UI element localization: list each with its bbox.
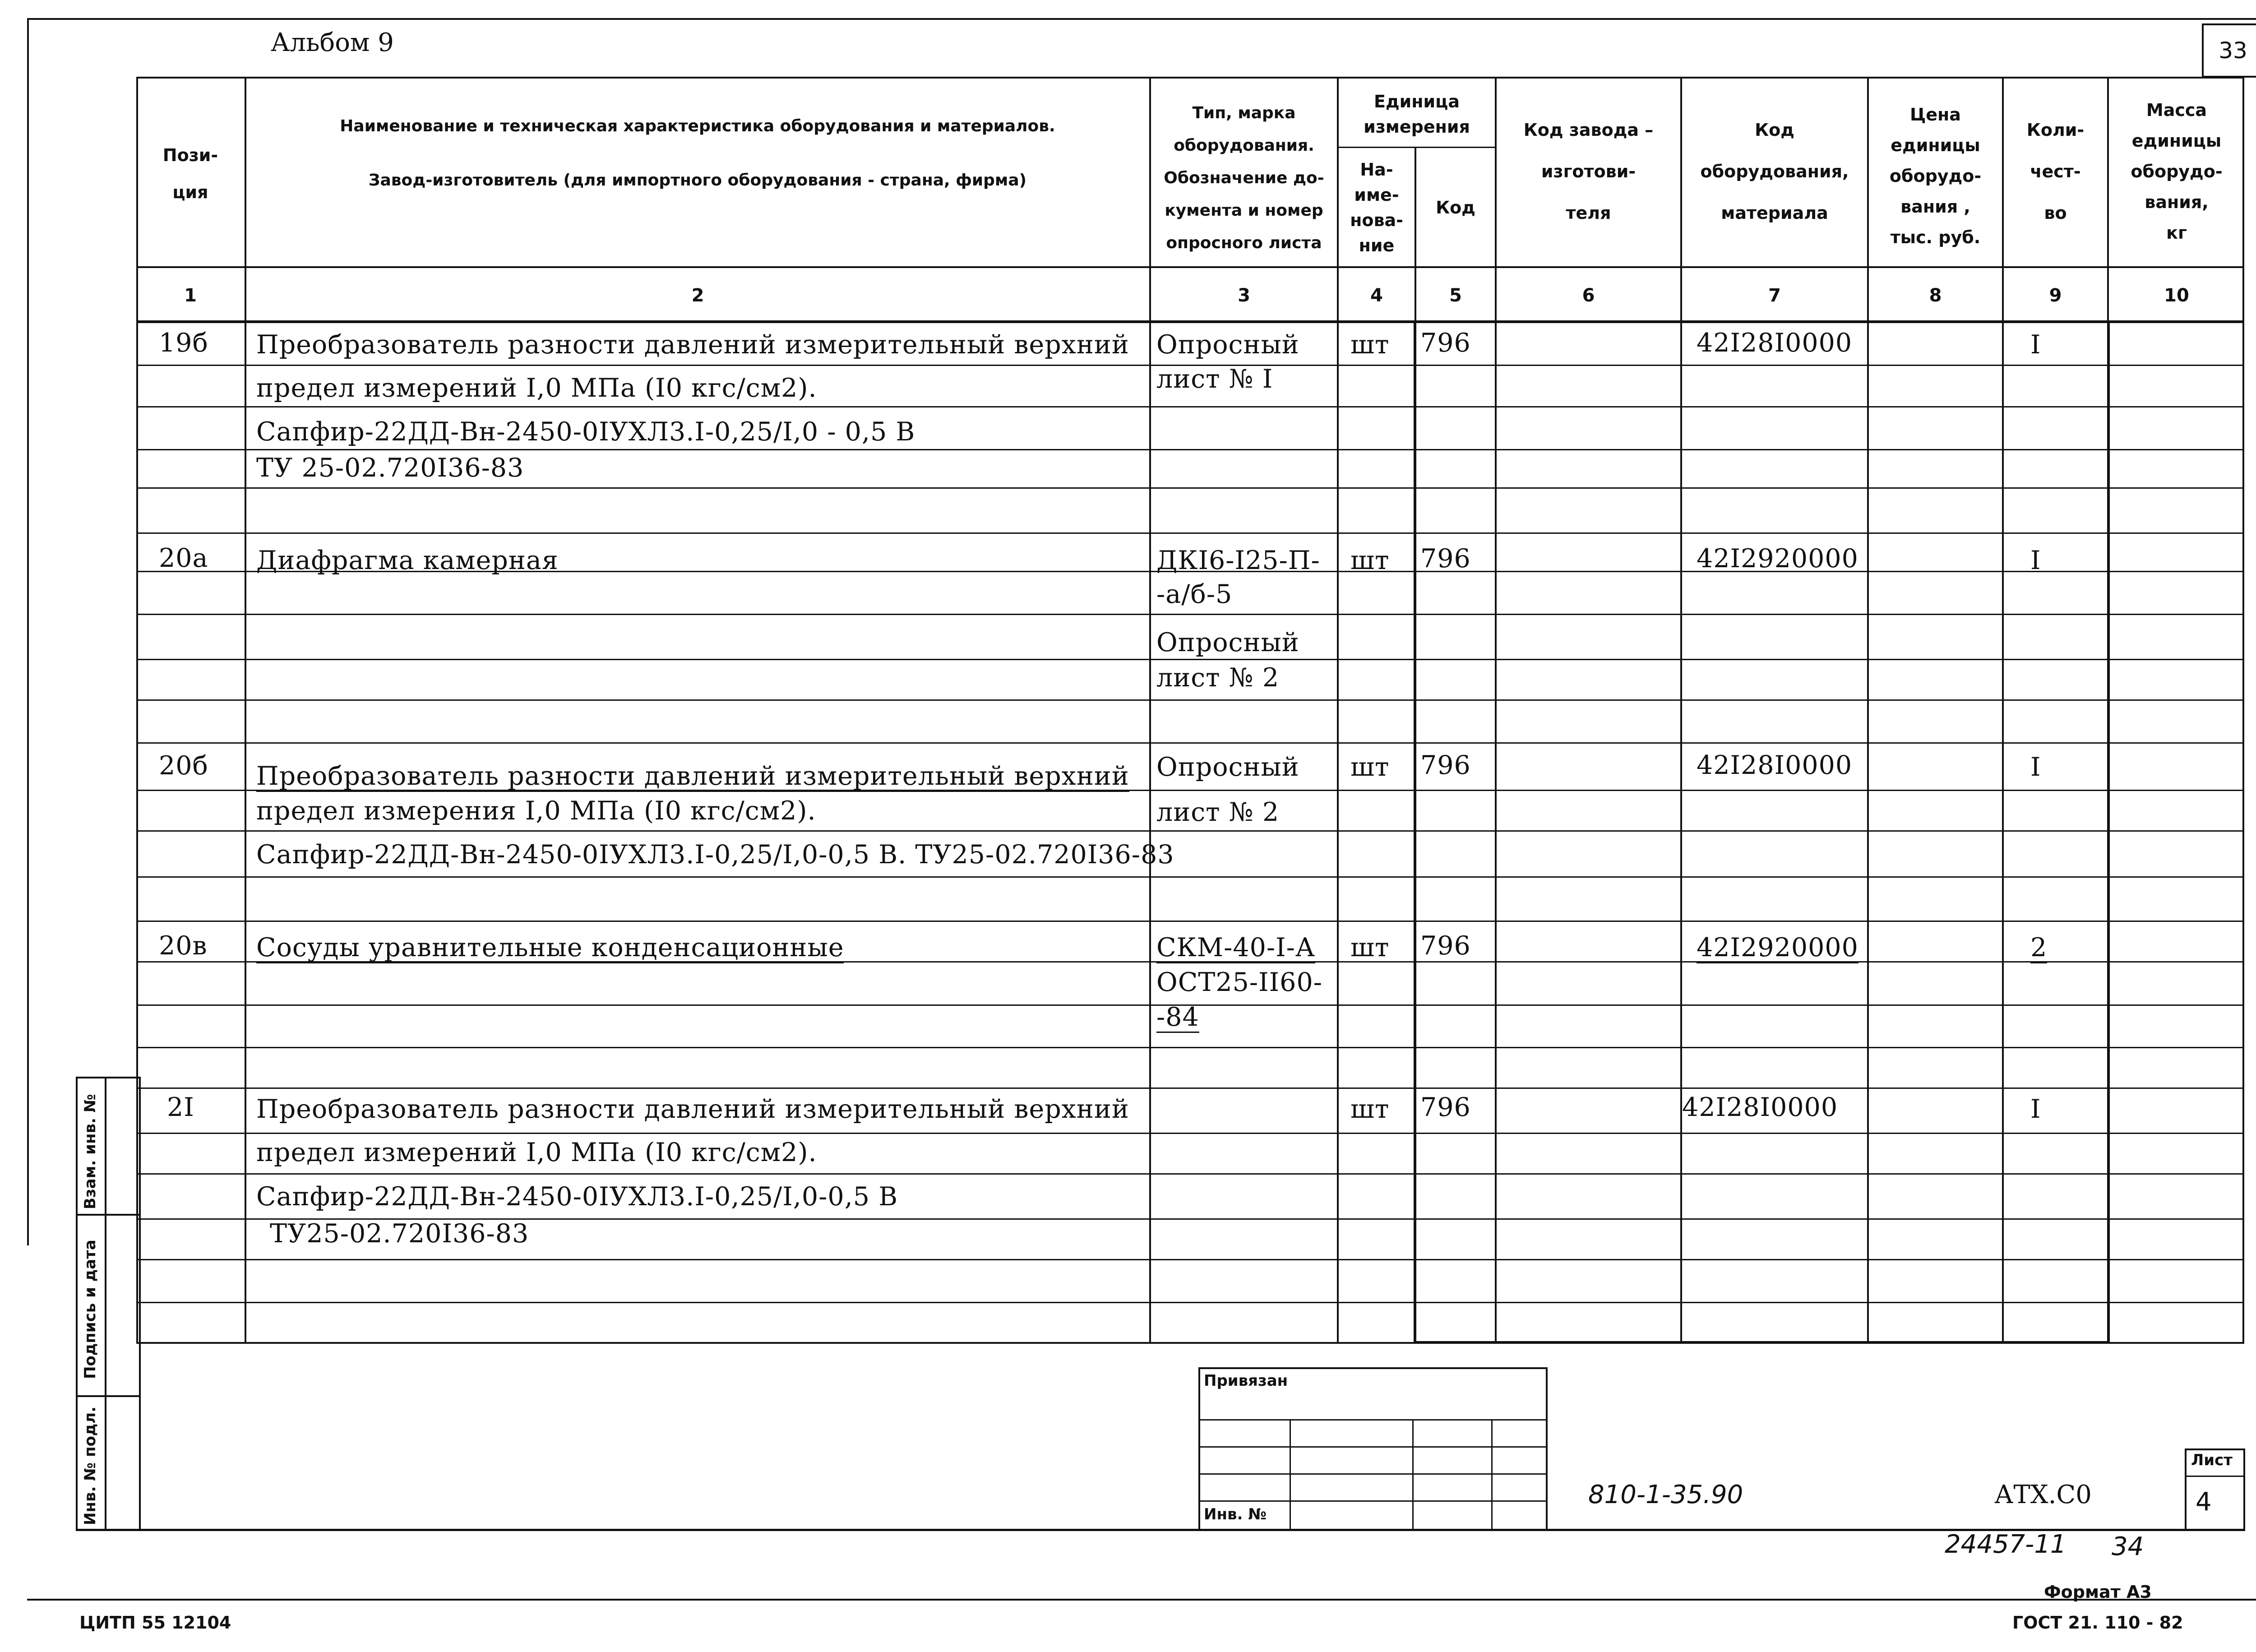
row-line bbox=[136, 1087, 2244, 1089]
handwritten-page: 34 bbox=[2112, 1532, 2144, 1561]
doc-mark: АТХ.С0 bbox=[1994, 1480, 2092, 1509]
row-20a-pos: 20а bbox=[159, 543, 208, 573]
row-20a-type-2: -а/б-5 bbox=[1156, 579, 1233, 609]
side-stamp-sep-2 bbox=[76, 1395, 141, 1397]
privyazan-h2 bbox=[1198, 1446, 1548, 1448]
row-20b-name-2: предел измерения I,0 МПа (I0 кгс/см2). bbox=[256, 796, 816, 826]
col-number-9: 9 bbox=[2049, 285, 2062, 306]
handwritten-number: 24457-11 bbox=[1945, 1530, 2066, 1559]
row-line bbox=[136, 876, 2244, 878]
row-20v-pos: 20в bbox=[159, 931, 208, 961]
row-20v-unit: шт bbox=[1350, 933, 1390, 963]
col-header-mass: Масса единицы оборудо- вания, кг bbox=[2131, 100, 2223, 243]
row-line bbox=[136, 742, 2244, 744]
row-line bbox=[136, 830, 2244, 832]
row-line bbox=[136, 659, 2244, 660]
row-19b-pos: 19б bbox=[159, 328, 208, 358]
col-line-2 bbox=[1149, 77, 1151, 1344]
col-number-4: 4 bbox=[1370, 285, 1383, 306]
row-21-name-3: Сапфир-22ДД-Вн-2450-0IУХЛ3.I-0,25/I,0-0,5 В bbox=[256, 1182, 898, 1212]
stamp-inv-podl: Инв. № подл. bbox=[81, 1406, 99, 1525]
row-line bbox=[136, 1133, 2244, 1134]
bold-code-block bbox=[1414, 320, 2110, 1344]
row-21-unit: шт bbox=[1350, 1094, 1390, 1124]
row-21-name-2: предел измерений I,0 МПа (I0 кгс/см2). bbox=[256, 1138, 817, 1167]
row-20a-equip-code: 42I2920000 bbox=[1697, 544, 1858, 574]
sheet-label: Лист bbox=[2191, 1451, 2233, 1469]
gost-label: ГОСТ 21. 110 - 82 bbox=[2012, 1613, 2183, 1633]
row-19b-name-4: ТУ 25-02.720I36-83 bbox=[256, 453, 524, 483]
row-19b-type-1: Опросный bbox=[1156, 330, 1299, 360]
col-header-unit-name: На- име- нова- ние bbox=[1350, 160, 1403, 255]
row-20a-type-1: ДКI6-I25-П- bbox=[1156, 546, 1320, 575]
row-line bbox=[136, 532, 2244, 534]
row-19b-name-2: предел измерений I,0 МПа (I0 кгс/см2). bbox=[256, 373, 817, 403]
col-header-plant-code: Код завода – изготови- теля bbox=[1523, 120, 1654, 223]
col-header-qty: Коли- чест- во bbox=[2026, 120, 2085, 223]
side-stamp-sep-1 bbox=[76, 1214, 141, 1216]
col-header-pos: Пози- ция bbox=[162, 145, 218, 202]
row-19b-name-3: Сапфир-22ДД-Вн-2450-0IУХЛ3.I-0,25/I,0 - 0,5 В bbox=[256, 417, 915, 447]
row-21-name-1: Преобразователь разности давлений измерительный верхний bbox=[256, 1094, 1129, 1124]
row-20a-unit: шт bbox=[1350, 546, 1390, 575]
doc-number: 810-1-35.90 bbox=[1588, 1480, 1743, 1509]
row-line bbox=[136, 406, 2244, 407]
col-header-name: Наименование и техническая характеристика оборудования и материалов. Завод-изготовитель (для импортного оборудования - страна, фирма) bbox=[340, 117, 1055, 190]
header-bottom-line bbox=[136, 266, 2244, 268]
row-20a-type-4: лист № 2 bbox=[1156, 663, 1280, 693]
row-20b-type-1: Опросный bbox=[1156, 752, 1299, 782]
row-20b-equip-code: 42I28I0000 bbox=[1697, 750, 1853, 780]
row-20v-qty: 2 bbox=[2030, 933, 2048, 963]
row-19b-code: 796 bbox=[1420, 328, 1471, 358]
col-number-2: 2 bbox=[691, 285, 704, 306]
row-20v-name-1: Сосуды уравнительные конденсационные bbox=[256, 933, 844, 963]
col-number-6: 6 bbox=[1582, 285, 1595, 306]
row-20v-type-3: -84 bbox=[1156, 1002, 1199, 1032]
col-number-10: 10 bbox=[2164, 285, 2189, 306]
sheet-value: 4 bbox=[2196, 1487, 2212, 1517]
row-20v-type-2: ОСТ25-II60- bbox=[1156, 967, 1322, 997]
privyazan-v3 bbox=[1491, 1419, 1493, 1531]
row-line bbox=[136, 1173, 2244, 1175]
side-stamp-mid-line bbox=[105, 1077, 106, 1531]
row-19b-unit: шт bbox=[1350, 330, 1390, 360]
page-number-box bbox=[2202, 23, 2256, 78]
col-header-unit-code: Код bbox=[1436, 198, 1475, 217]
row-20v-type-1: СКМ-40-I-А bbox=[1156, 933, 1316, 963]
col-line-1 bbox=[245, 77, 246, 1344]
citp-label: ЦИТП 55 12104 bbox=[79, 1613, 231, 1633]
privyazan-h3 bbox=[1198, 1473, 1548, 1475]
frame-left-line bbox=[27, 18, 29, 1245]
row-20b-code: 796 bbox=[1420, 750, 1471, 780]
row-20b-name-1: Преобразователь разности давлений измерительный верхний bbox=[256, 761, 1129, 791]
row-20a-type-3: Опросный bbox=[1156, 628, 1299, 657]
row-20b-type-2: лист № 2 bbox=[1156, 797, 1280, 827]
row-line bbox=[136, 487, 2244, 489]
privyazan-v1 bbox=[1290, 1419, 1291, 1531]
privyazan-v2 bbox=[1412, 1419, 1414, 1531]
frame-bottom-line bbox=[27, 1599, 2256, 1601]
row-20v-code: 796 bbox=[1420, 931, 1471, 961]
stamp-podpis-data: Подпись и дата bbox=[81, 1240, 99, 1379]
inv-no-label: Инв. № bbox=[1204, 1505, 1267, 1523]
col-line-3 bbox=[1337, 77, 1339, 1344]
row-19b-equip-code: 42I28I0000 bbox=[1697, 328, 1853, 358]
row-line bbox=[136, 449, 2244, 450]
col-number-3: 3 bbox=[1238, 285, 1250, 306]
row-20a-code: 796 bbox=[1420, 544, 1471, 574]
row-20b-unit: шт bbox=[1350, 752, 1390, 782]
row-20b-pos: 20б bbox=[159, 751, 208, 781]
col-header-unit: Единица измерения bbox=[1364, 91, 1470, 137]
row-20b-qty: I bbox=[2030, 752, 2041, 782]
format-label: Формат А3 bbox=[2044, 1582, 2152, 1602]
row-19b-qty: I bbox=[2030, 330, 2041, 360]
sheet-box-split bbox=[2185, 1476, 2245, 1477]
col-header-equip-code: Код оборудования, материала bbox=[1700, 120, 1849, 223]
row-21-code: 796 bbox=[1420, 1092, 1471, 1122]
col-number-7: 7 bbox=[1768, 285, 1781, 306]
row-21-pos: 2I bbox=[167, 1092, 194, 1122]
row-line bbox=[136, 1047, 2244, 1048]
stamp-bottom-line bbox=[76, 1529, 2245, 1531]
row-line bbox=[136, 1302, 2244, 1303]
col-number-1: 1 bbox=[184, 285, 197, 306]
row-20a-qty: I bbox=[2030, 546, 2041, 575]
row-line bbox=[136, 1259, 2244, 1260]
col-number-5: 5 bbox=[1449, 285, 1462, 306]
row-21-name-4: ТУ25-02.720I36-83 bbox=[270, 1219, 529, 1249]
row-line bbox=[136, 614, 2244, 615]
stamp-vzam-inv: Взам. инв. № bbox=[81, 1094, 99, 1209]
album-label: Альбом 9 bbox=[271, 28, 394, 57]
row-21-qty: I bbox=[2030, 1094, 2041, 1124]
row-21-equip-code: 42I28I0000 bbox=[1682, 1092, 1838, 1122]
privyazan-h4 bbox=[1198, 1500, 1548, 1502]
page-number: 33 bbox=[2219, 37, 2247, 64]
row-20a-name-1: Диафрагма камерная bbox=[256, 546, 559, 575]
col-header-type: Тип, марка оборудования. Обозначение до- кумента и номер опросного листа bbox=[1164, 104, 1324, 252]
row-line bbox=[136, 699, 2244, 701]
privyazan-h1 bbox=[1198, 1419, 1548, 1421]
row-20v-equip-code: 42I2920000 bbox=[1697, 933, 1858, 963]
col-header-price: Цена единицы оборудо- вания , тыс. руб. bbox=[1889, 105, 1982, 247]
unit-header-split bbox=[1337, 147, 1497, 148]
col-number-8: 8 bbox=[1929, 285, 1942, 306]
row-20b-name-3: Сапфир-22ДД-Вн-2450-0IУХЛ3.I-0,25/I,0-0,5 В. ТУ25-02.720I36-83 bbox=[256, 840, 1174, 870]
frame-top-line bbox=[27, 18, 2256, 20]
row-19b-type-2: лист № I bbox=[1156, 364, 1273, 394]
row-19b-name-1: Преобразователь разности давлений измерительный верхний bbox=[256, 330, 1129, 360]
privyazan-label: Привязан bbox=[1204, 1372, 1288, 1390]
row-line bbox=[136, 921, 2244, 922]
